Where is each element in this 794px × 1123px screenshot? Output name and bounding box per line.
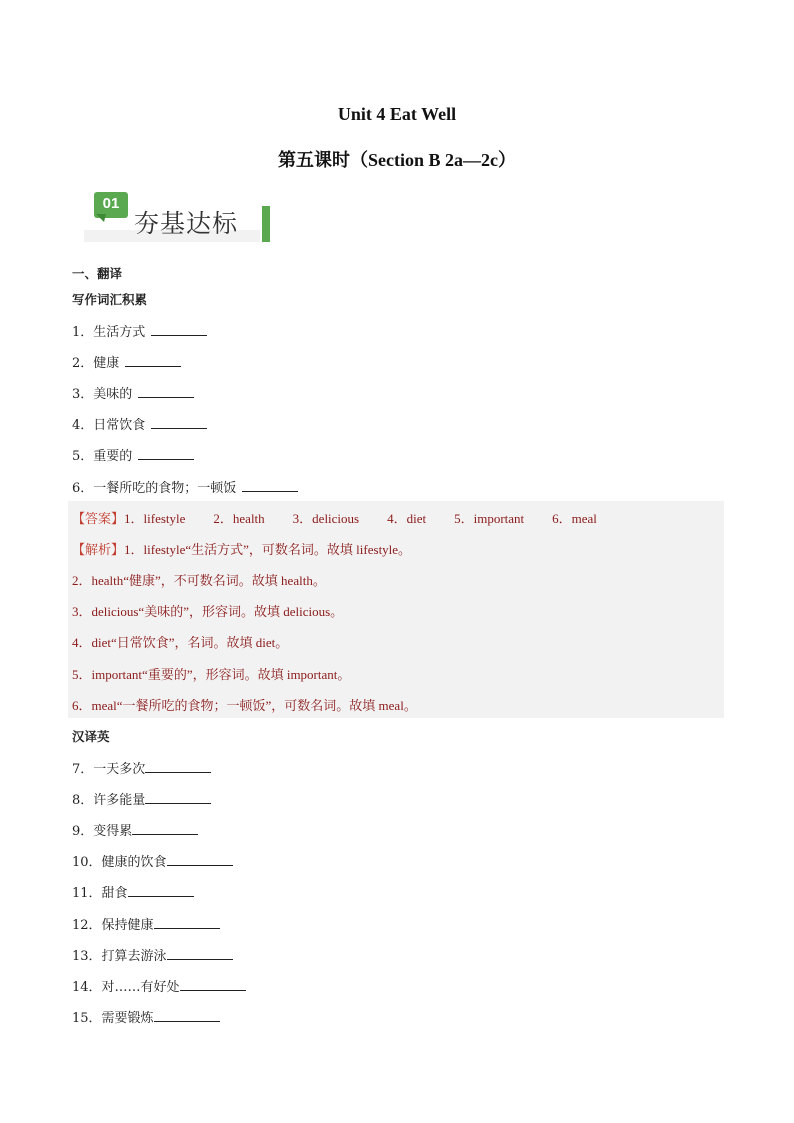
answer-blank[interactable] — [151, 323, 207, 336]
question-item — [72, 352, 181, 371]
answer-item: 4．diet — [387, 511, 427, 526]
question-item — [72, 1007, 220, 1026]
answer-blank[interactable] — [242, 479, 298, 492]
question-item — [72, 976, 246, 995]
analysis-line: 3．delicious“美味的”，形容词。故填 delicious。 — [72, 604, 344, 619]
question-item — [72, 914, 220, 933]
analysis-line: 6．meal“一餐所吃的食物；一顿饭”，可数名词。故填 meal。 — [72, 698, 417, 713]
analysis-tag: 【解析】 — [72, 542, 125, 557]
section-heading: 一、翻译 — [72, 266, 123, 281]
section-badge — [84, 190, 272, 244]
question-text: 4．日常饮食 — [72, 418, 146, 433]
question-text: 5．重要的 — [72, 449, 133, 464]
answer-blank[interactable] — [145, 791, 211, 804]
question-item — [72, 789, 211, 808]
question-text: 12．保持健康 — [72, 918, 154, 933]
answer-blank[interactable] — [151, 416, 207, 429]
question-text: 15．需要锻炼 — [72, 1011, 154, 1026]
answer-item: 6．meal — [552, 511, 597, 526]
question-text: 8．许多能量 — [72, 793, 146, 808]
badge-number: 01 — [102, 195, 120, 212]
answer-blank[interactable] — [125, 354, 181, 367]
answer-blank[interactable] — [132, 822, 198, 835]
answer-item: 5．important — [454, 511, 525, 526]
question-item — [72, 882, 194, 901]
answer-blank[interactable] — [128, 884, 194, 897]
answer-blank[interactable] — [154, 1009, 220, 1022]
question-text: 11．甜食 — [72, 886, 128, 901]
question-item — [72, 321, 207, 340]
analysis-line: 4．diet“日常饮食”，名词。故填 diet。 — [72, 635, 289, 650]
document-title: Unit 4 Eat Well — [337, 104, 457, 124]
answer-blank[interactable] — [167, 853, 233, 866]
question-item — [72, 758, 211, 777]
question-item — [72, 383, 194, 402]
question-text: 9．变得累 — [72, 824, 133, 839]
question-item — [72, 945, 233, 964]
analysis-line: 5．important“重要的”，形容词。故填 important。 — [72, 667, 351, 682]
analysis-line: 2．health“健康”，不可数名词。故填 health。 — [72, 573, 326, 588]
badge-title: 夯基达标 — [134, 209, 239, 238]
question-item — [72, 414, 207, 433]
answer-item: 3．delicious — [292, 511, 360, 526]
question-item — [72, 477, 298, 496]
question-text: 3．美味的 — [72, 387, 133, 402]
answer-blank[interactable] — [167, 947, 233, 960]
question-text: 13．打算去游泳 — [72, 949, 167, 964]
answer-blank[interactable] — [154, 916, 220, 929]
question-text: 6．一餐所吃的食物；一顿饭 — [72, 481, 237, 496]
answer-blank[interactable] — [180, 978, 246, 991]
document-subtitle: 第五课时（Section B 2a—2c） — [278, 150, 516, 170]
question-item — [72, 851, 233, 870]
answer-blank[interactable] — [138, 385, 194, 398]
badge-accent-bar — [262, 206, 270, 242]
question-item — [72, 820, 198, 839]
answer-item: 1．lifestyle — [124, 511, 186, 526]
question-text: 14．对……有好处 — [72, 980, 180, 995]
badge-speech-tail — [96, 214, 106, 222]
analysis-text: 1．lifestyle“生活方式”，可数名词。故填 lifestyle。 — [124, 542, 412, 557]
analysis-line — [72, 539, 411, 558]
subsection-heading-writing-vocab: 写作词汇积累 — [72, 292, 148, 307]
question-text: 7．一天多次 — [72, 762, 146, 777]
question-text: 1．生活方式 — [72, 325, 146, 340]
question-text: 2．健康 — [72, 356, 120, 371]
answer-blank[interactable] — [138, 447, 194, 460]
subsection-heading-translation: 汉译英 — [72, 729, 110, 744]
question-item — [72, 445, 194, 464]
answer-item: 2．health — [213, 511, 265, 526]
answer-tag: 【答案】 — [72, 511, 125, 526]
answer-blank[interactable] — [145, 760, 211, 773]
answer-line — [72, 508, 597, 527]
question-text: 10．健康的饮食 — [72, 855, 167, 870]
